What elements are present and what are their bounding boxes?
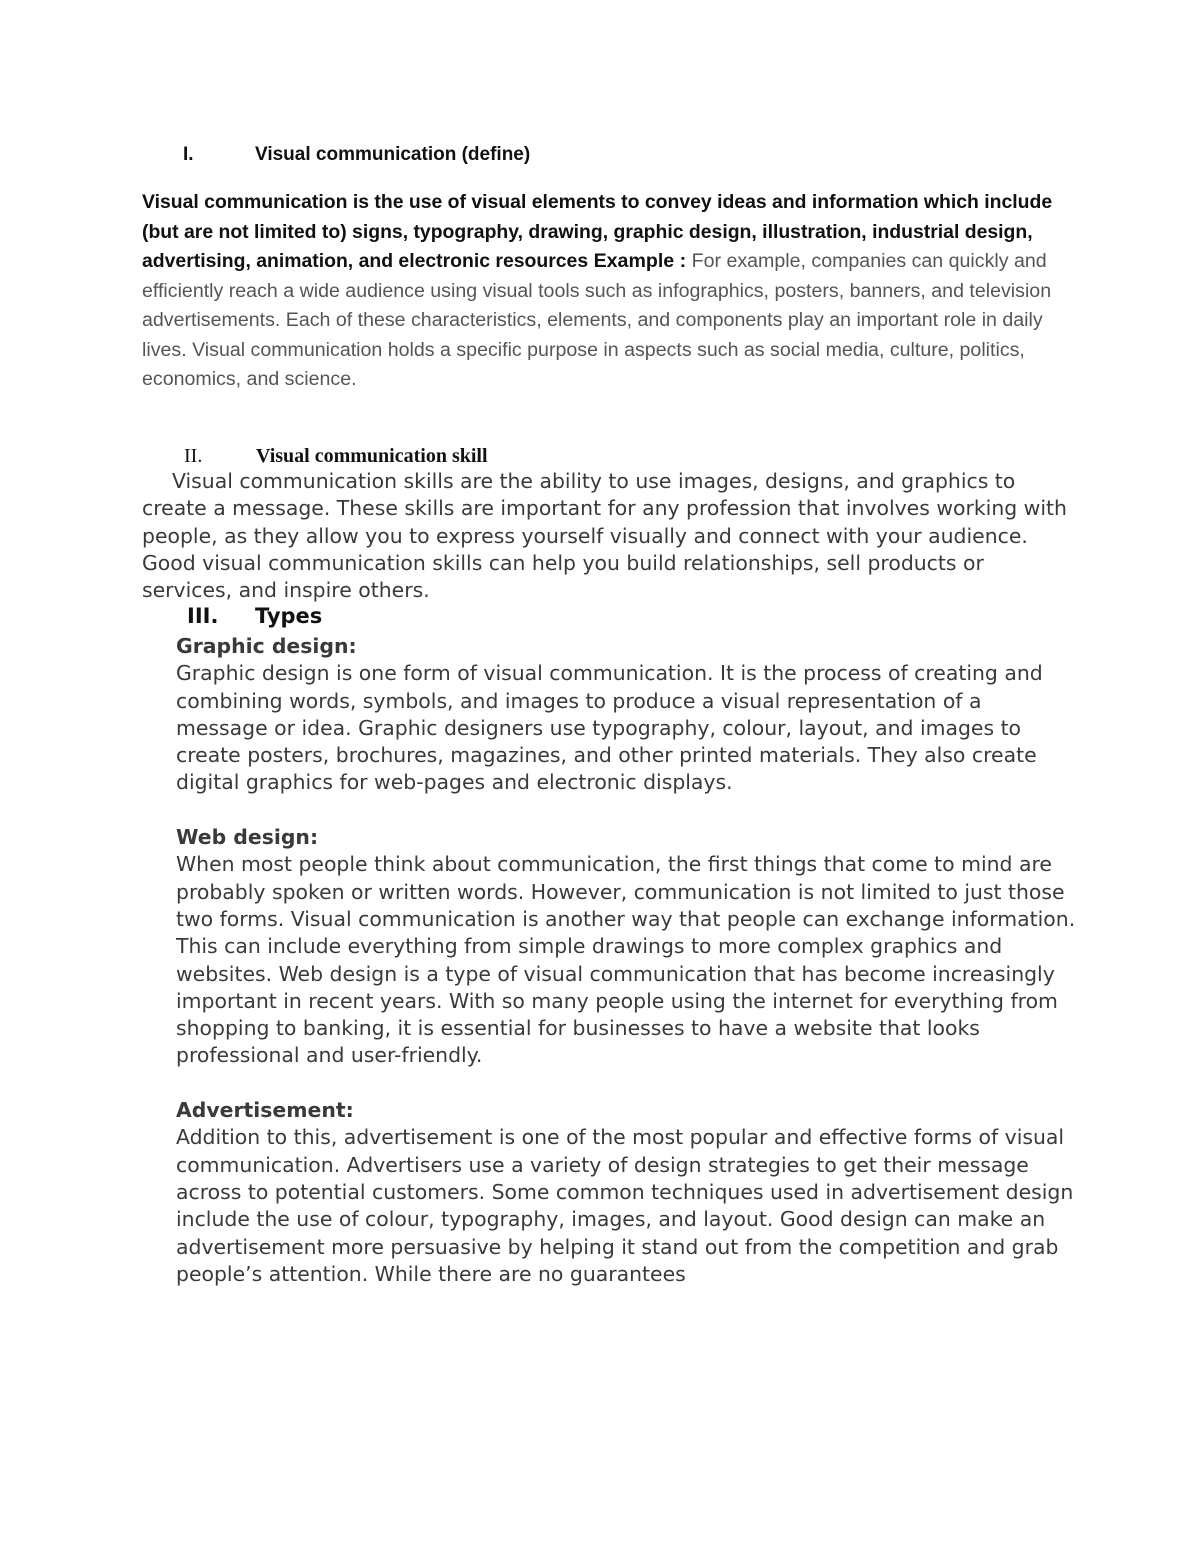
section-1-paragraph	[142, 188, 1082, 395]
advertisement-paragraph: Addition to this, advertisement is one of the most popular and effective forms of visual communication. Advertisers use a variety of design strategies to get their message across to potential customers. Some common techniques used in advertisement design include the use of colour, typography, images, and layout. Good design can make an advertisement more persuasive by helping it stand out from the competition and grab people’s attention. While there are no guarantees	[176, 1125, 1074, 1286]
section-1-body-text: For example, companies can quickly and efficiently reach a wide audience using visual tools such as infographics, posters, banners, and television advertisements. Each of these characteristics, elements, and components play an important role in daily lives. Visual communication holds a specific purpose in aspects such as social media, culture, politics, economics, and science.	[142, 250, 1052, 390]
graphic-design-heading: Graphic design:	[176, 634, 357, 658]
section-1-heading	[183, 144, 530, 166]
spacer	[176, 1070, 1076, 1097]
spacer	[176, 797, 1076, 824]
web-design-heading: Web design:	[176, 825, 319, 850]
section-3-title: Types	[255, 604, 323, 628]
web-design-paragraph: When most people think about communication, the first things that come to mind are probably spoken or written words. However, communication is not limited to just those two forms. Visual communication is another way that people can exchange information. This can include everything from simple drawings to more complex graphics and websites. Web design is a type of visual communication that has become increasingly important in recent years. With so many people using the internet for everything from shopping to banking, it is essential for businesses to have a website that looks professional and user-friendly.	[176, 852, 1076, 1068]
section-1-lead-text: Visual communication is the use of visual elements to convey ideas and information which include (but are not limited to) signs, typography, drawing, graphic design, illustration, industrial design, advertising, animation, and electronic resources	[142, 191, 1053, 272]
section-3-number: III.	[187, 604, 219, 628]
section-1-title: Visual communication (define)	[255, 144, 531, 165]
section-2-title: Visual communication skill	[256, 445, 488, 467]
section-2-number: II.	[184, 445, 203, 467]
types-section	[176, 633, 1076, 1288]
graphic-design-paragraph: Graphic design is one form of visual communication. It is the process of creating and combining words, symbols, and images to produce a visual representation of a message or idea. Graphic designers use typography, colour, layout, and images to create posters, brochures, magazines, and other printed materials. They also create digital graphics for web-pages and electronic displays.	[176, 661, 1043, 795]
section-1-example-label: Example :	[593, 250, 687, 272]
section-2-heading	[184, 445, 488, 468]
advertisement-heading: Advertisement:	[176, 1098, 354, 1123]
section-1-number: I.	[183, 144, 194, 165]
section-2-paragraph: Visual communication skills are the ability to use images, designs, and graphics to create a message. These skills are important for any profession that involves working with people, as they allow you to express yourself visually and connect with your audience. Good visual communication skills can help you build relationships, sell products or services, and inspire others.	[142, 469, 1067, 603]
section-3-heading	[187, 604, 322, 628]
